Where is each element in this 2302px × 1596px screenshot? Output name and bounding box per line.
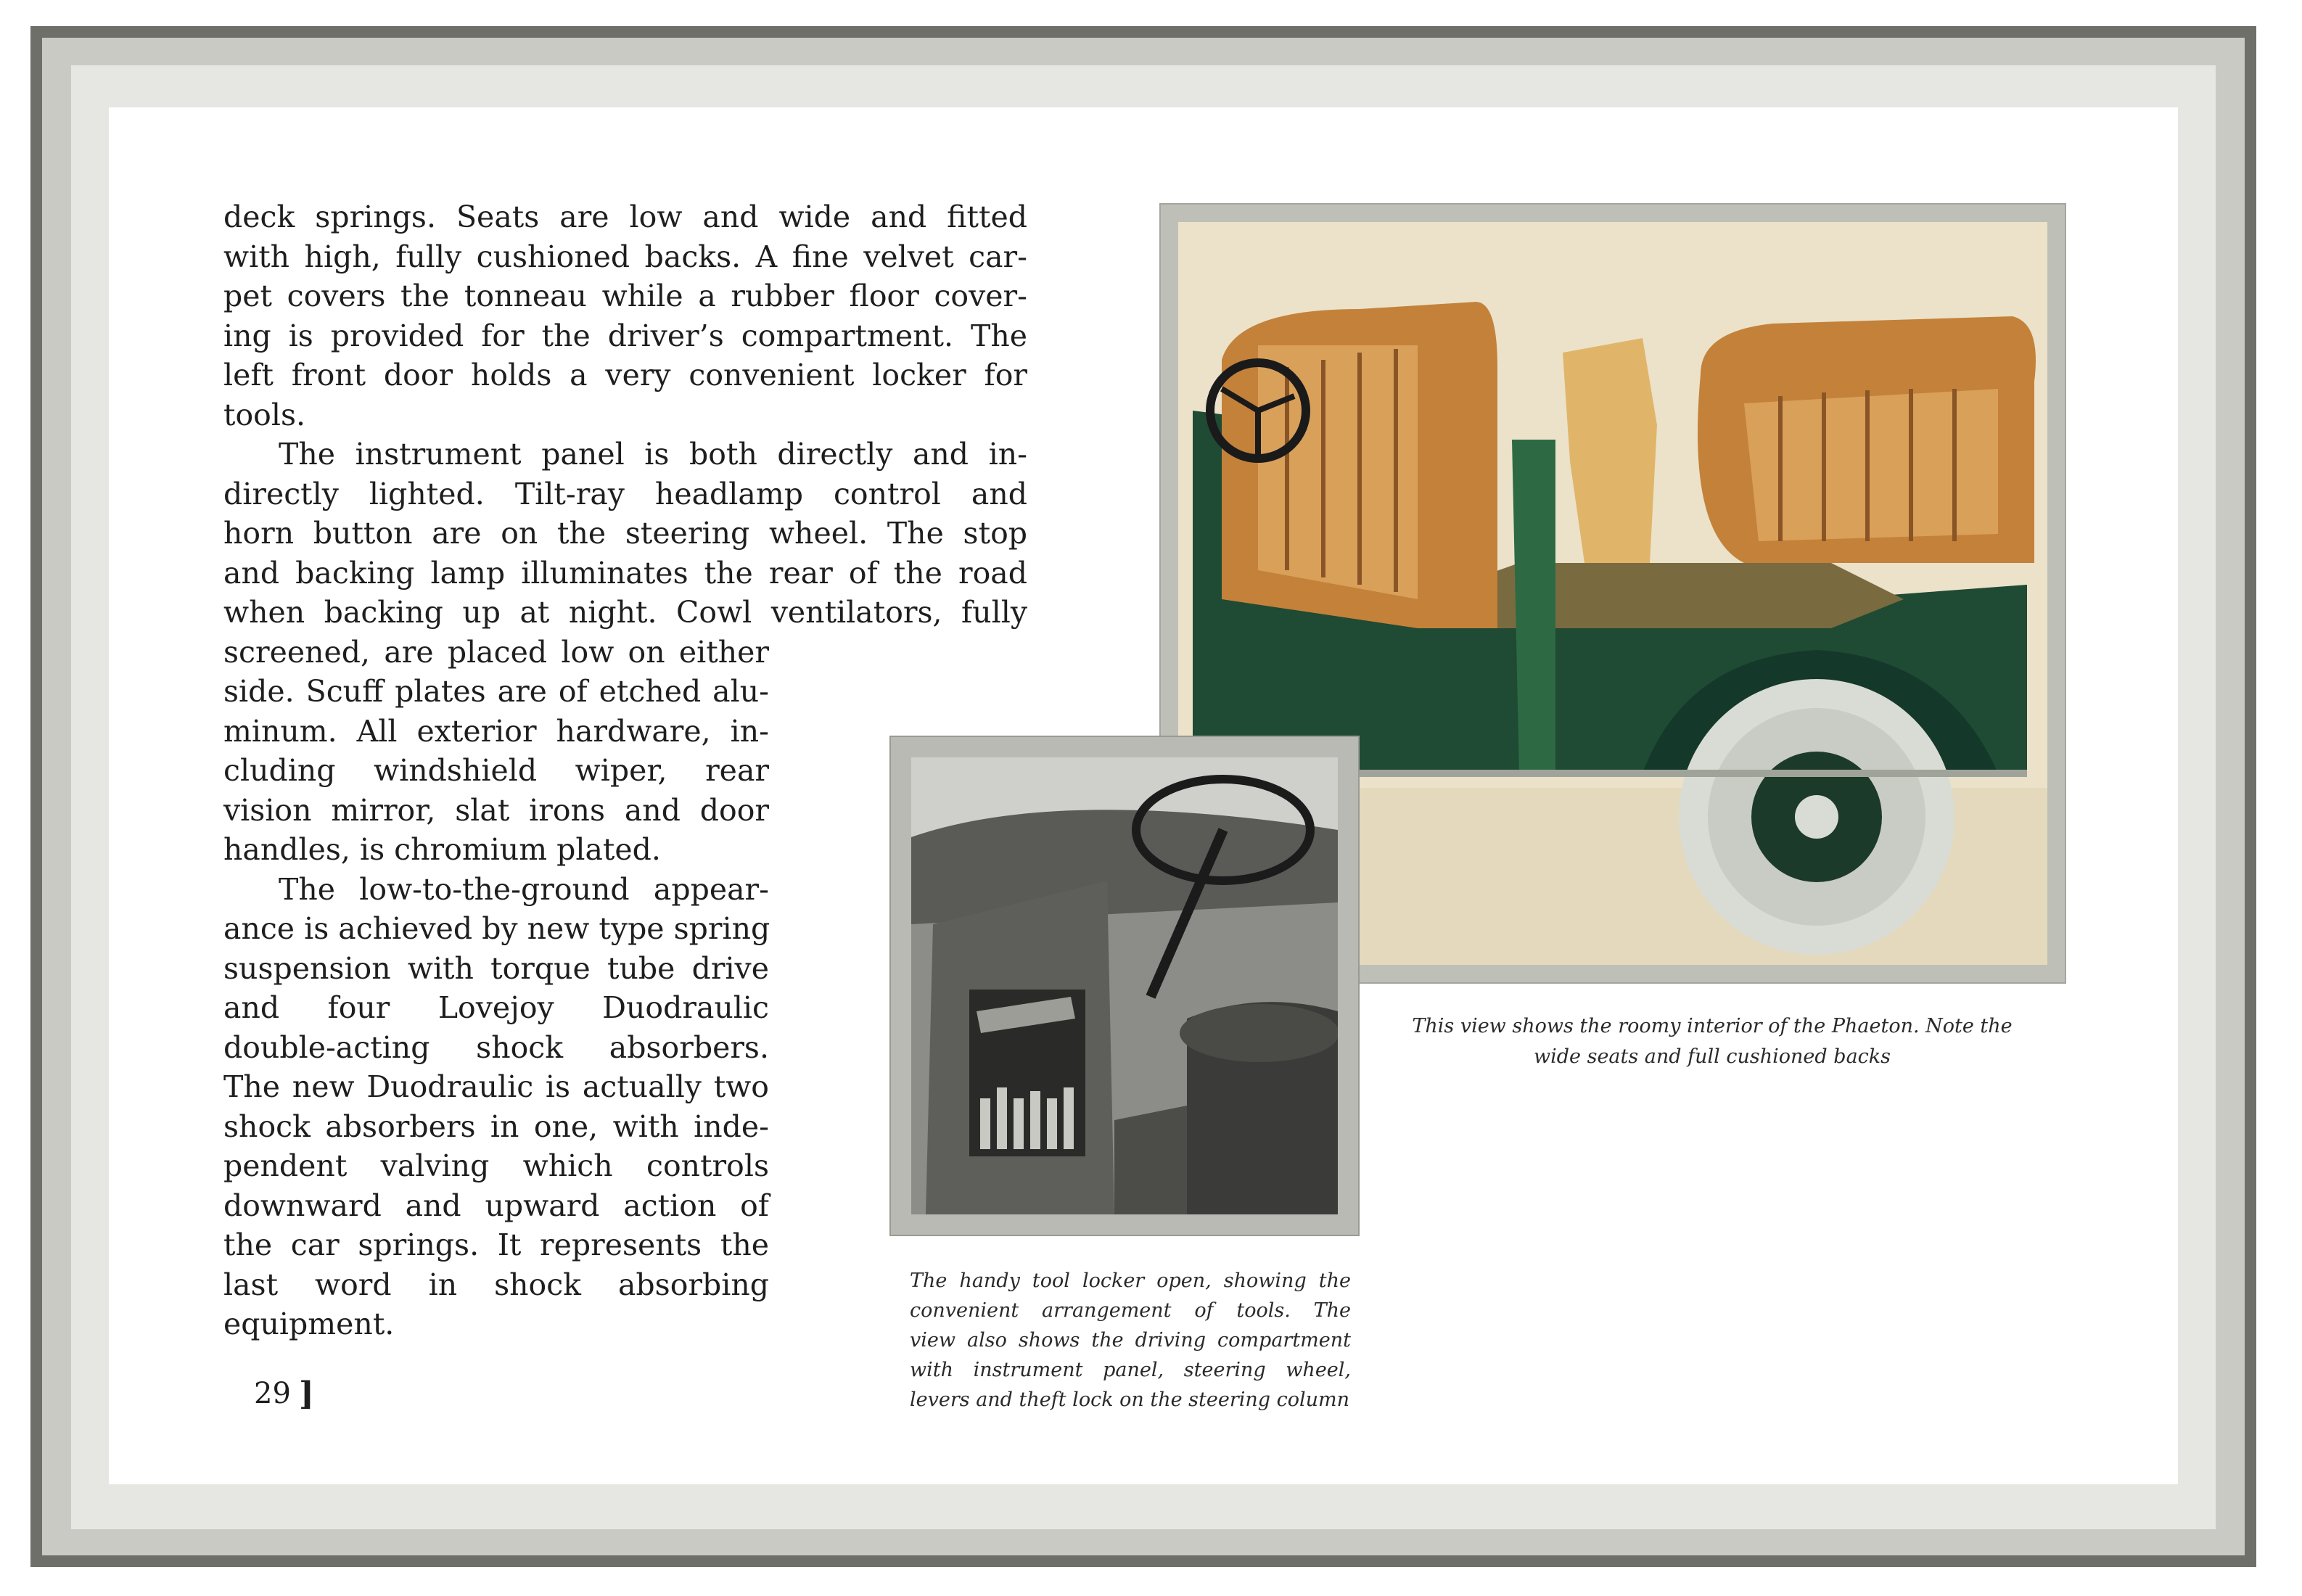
text-line: and backing lamp illuminates the rear of the road	[223, 555, 1027, 591]
text-line: last word in shock absorbing	[223, 1267, 769, 1302]
text-line: double-acting shock absorbers.	[223, 1029, 769, 1065]
text-line: minum. All exterior hardware, in-	[223, 713, 769, 749]
caption-line: This view shows the roomy interior of the Phaeton. Note the	[1412, 1015, 2013, 1037]
text-line: and four Lovejoy Duodraulic	[223, 990, 769, 1025]
text-line: tools.	[223, 397, 306, 432]
text-line: when backing up at night. Cowl ventilators, fully	[223, 595, 1027, 630]
text-line: directly lighted. Tilt-ray headlamp control and	[223, 476, 1027, 511]
text-line: with high, fully cushioned backs. A fine velvet car-	[223, 239, 1027, 274]
text-line: suspension with torque tube drive	[223, 950, 769, 986]
text-line: the car springs. It represents the	[223, 1227, 769, 1262]
text-line: deck springs. Seats are low and wide and fitted	[223, 200, 1027, 234]
text-line: ance is achieved by new type spring	[223, 911, 770, 946]
text-line: left front door holds a very convenient locker for	[223, 358, 1027, 392]
text-line: cluding windshield wiper, rear	[223, 753, 769, 788]
text-line: downward and upward action of	[223, 1188, 769, 1223]
interior-caption	[1349, 1011, 2075, 1072]
caption-line: convenient arrangement of tools. The	[910, 1299, 1351, 1322]
text-line: screened, are placed low on either	[223, 634, 769, 670]
text-line: horn button are on the steering wheel. The stop	[223, 516, 1027, 551]
caption-line: wide seats and full cushioned backs	[1534, 1045, 1891, 1068]
text-line: equipment.	[223, 1307, 395, 1341]
text-line: pendent valving which controls	[223, 1148, 769, 1183]
page-mark: ]	[299, 1375, 314, 1412]
tool-locker-photo	[911, 757, 1338, 1214]
text-line: vision mirror, slat irons and door	[223, 792, 769, 828]
text-line: handles, is chromium plated.	[223, 832, 661, 867]
text-line: side. Scuff plates are of etched alu-	[223, 674, 769, 709]
tool-locker-drawing	[911, 757, 1338, 1214]
text-line: The new Duodraulic is actually two	[223, 1069, 769, 1104]
caption-line: with instrument panel, steering wheel,	[910, 1359, 1351, 1381]
page-number: 29	[254, 1377, 291, 1410]
text-line: pet covers the tonneau while a rubber floor cover-	[223, 279, 1027, 313]
text-line: The low-to-the-ground appear-	[279, 871, 769, 907]
tool-locker-caption	[910, 1266, 1351, 1415]
text-line: shock absorbers in one, with inde-	[223, 1108, 769, 1144]
caption-line: view also shows the driving compartment	[910, 1329, 1351, 1352]
text-line: ing is provided for the driver’s compartment. The	[223, 318, 1027, 353]
caption-line: levers and theft lock on the steering column	[910, 1389, 1350, 1411]
text-line: The instrument panel is both directly and in-	[279, 437, 1027, 472]
caption-line: The handy tool locker open, showing the	[910, 1270, 1351, 1292]
